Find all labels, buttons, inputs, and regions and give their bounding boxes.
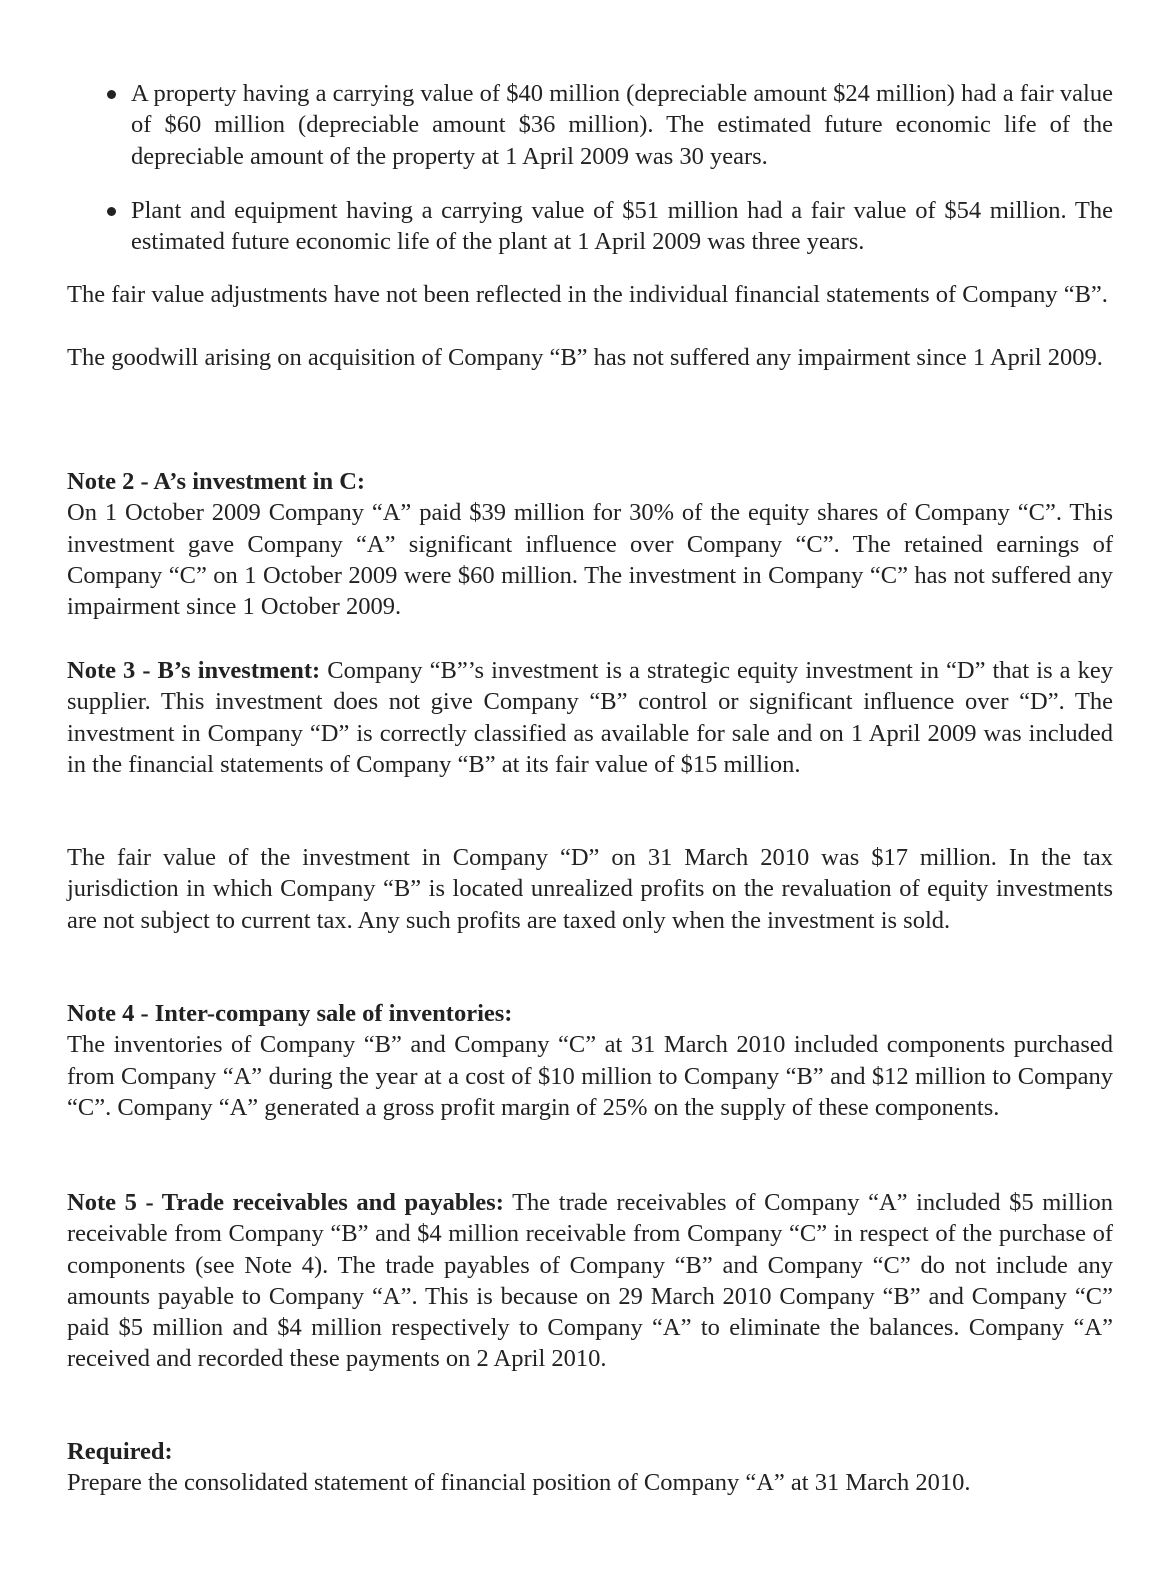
note-2 bbox=[67, 466, 1113, 622]
note-heading: Note 2 - A’s investment in C: bbox=[67, 468, 366, 495]
note-5 bbox=[67, 1187, 1113, 1375]
note-4 bbox=[67, 998, 1113, 1123]
bullet-icon bbox=[107, 207, 116, 216]
required-text: Prepare the consolidated statement of financial position of Company “A” at 31 March 2010. bbox=[67, 1469, 971, 1497]
required-section bbox=[67, 1436, 1113, 1499]
paragraph: The goodwill arising on acquisition of Company “B” has not suffered any impairment since 1 April 2009. bbox=[67, 344, 1103, 371]
note-text: The inventories of Company “B” and Company “C” at 31 March 2010 included components purchased from Company “A” during the year at a cost of $10 million to Company “B” and $12 million to Company “C”. Company “A” generated a gross profit margin of 25% on the supply of these components. bbox=[67, 1031, 1113, 1121]
bullet-item bbox=[131, 78, 1113, 172]
note-heading: Note 3 - B’s investment: bbox=[67, 657, 321, 684]
note-heading: Note 4 - Inter-company sale of inventories: bbox=[67, 1000, 513, 1027]
note-heading: Note 5 - Trade receivables and payables: bbox=[67, 1189, 504, 1216]
bullet-icon bbox=[107, 90, 116, 99]
note-text: Company “B”’s investment is a strategic equity investment in “D” that is a key supplier. This investment does not give Company “B” control or significant influence over “D”. The investment in Company “D” is correctly classified as available for sale and on 1 April 2009 was included in the financial statements of Company “B” at its fair value of $15 million. bbox=[67, 657, 1113, 778]
note-text: The trade receivables of Company “A” included $5 million receivable from Company “B” and $4 million receivable from Company “C” in respect of the purchase of components (see Note 4). The trade payables of Company “B” and Company “C” do not include any amounts payable to Company “A”. This is because on 29 March 2010 Company “B” and Company “C” paid $5 million and $4 million respectively to Company “A” to eliminate the balances. Company “A” received and recorded these payments on 2 April 2010. bbox=[67, 1189, 1114, 1373]
bullet-text: Plant and equipment having a carrying value of $51 million had a fair value of $54 million. The estimated future economic life of the plant at 1 April 2009 was three years. bbox=[131, 197, 1113, 256]
bullet-item bbox=[131, 195, 1113, 258]
bullet-text: A property having a carrying value of $40 million (depreciable amount $24 million) had a fair value of $60 million (depreciable amount $36 million). The estimated future economic life of the depreciable amount of the property at 1 April 2009 was 30 years. bbox=[131, 80, 1113, 170]
required-heading: Required: bbox=[67, 1438, 173, 1465]
note-text: The fair value of the investment in Company “D” on 31 March 2010 was $17 million. In the tax jurisdiction in which Company “B” is located unrealized profits on the revaluation of equity investments are not subject to current tax. Any such profits are taxed only when the investment is sold. bbox=[67, 844, 1113, 934]
note-3 bbox=[67, 655, 1113, 780]
paragraph: The fair value adjustments have not been reflected in the individual financial statements of Company “B”. bbox=[67, 281, 1108, 308]
note-text: On 1 October 2009 Company “A” paid $39 million for 30% of the equity shares of Company “C”. This investment gave Company “A” significant influence over Company “C”. The retained earnings of Company “C” on 1 October 2009 were $60 million. The investment in Company “C” has not suffered any impairment since 1 October 2009. bbox=[67, 499, 1113, 621]
